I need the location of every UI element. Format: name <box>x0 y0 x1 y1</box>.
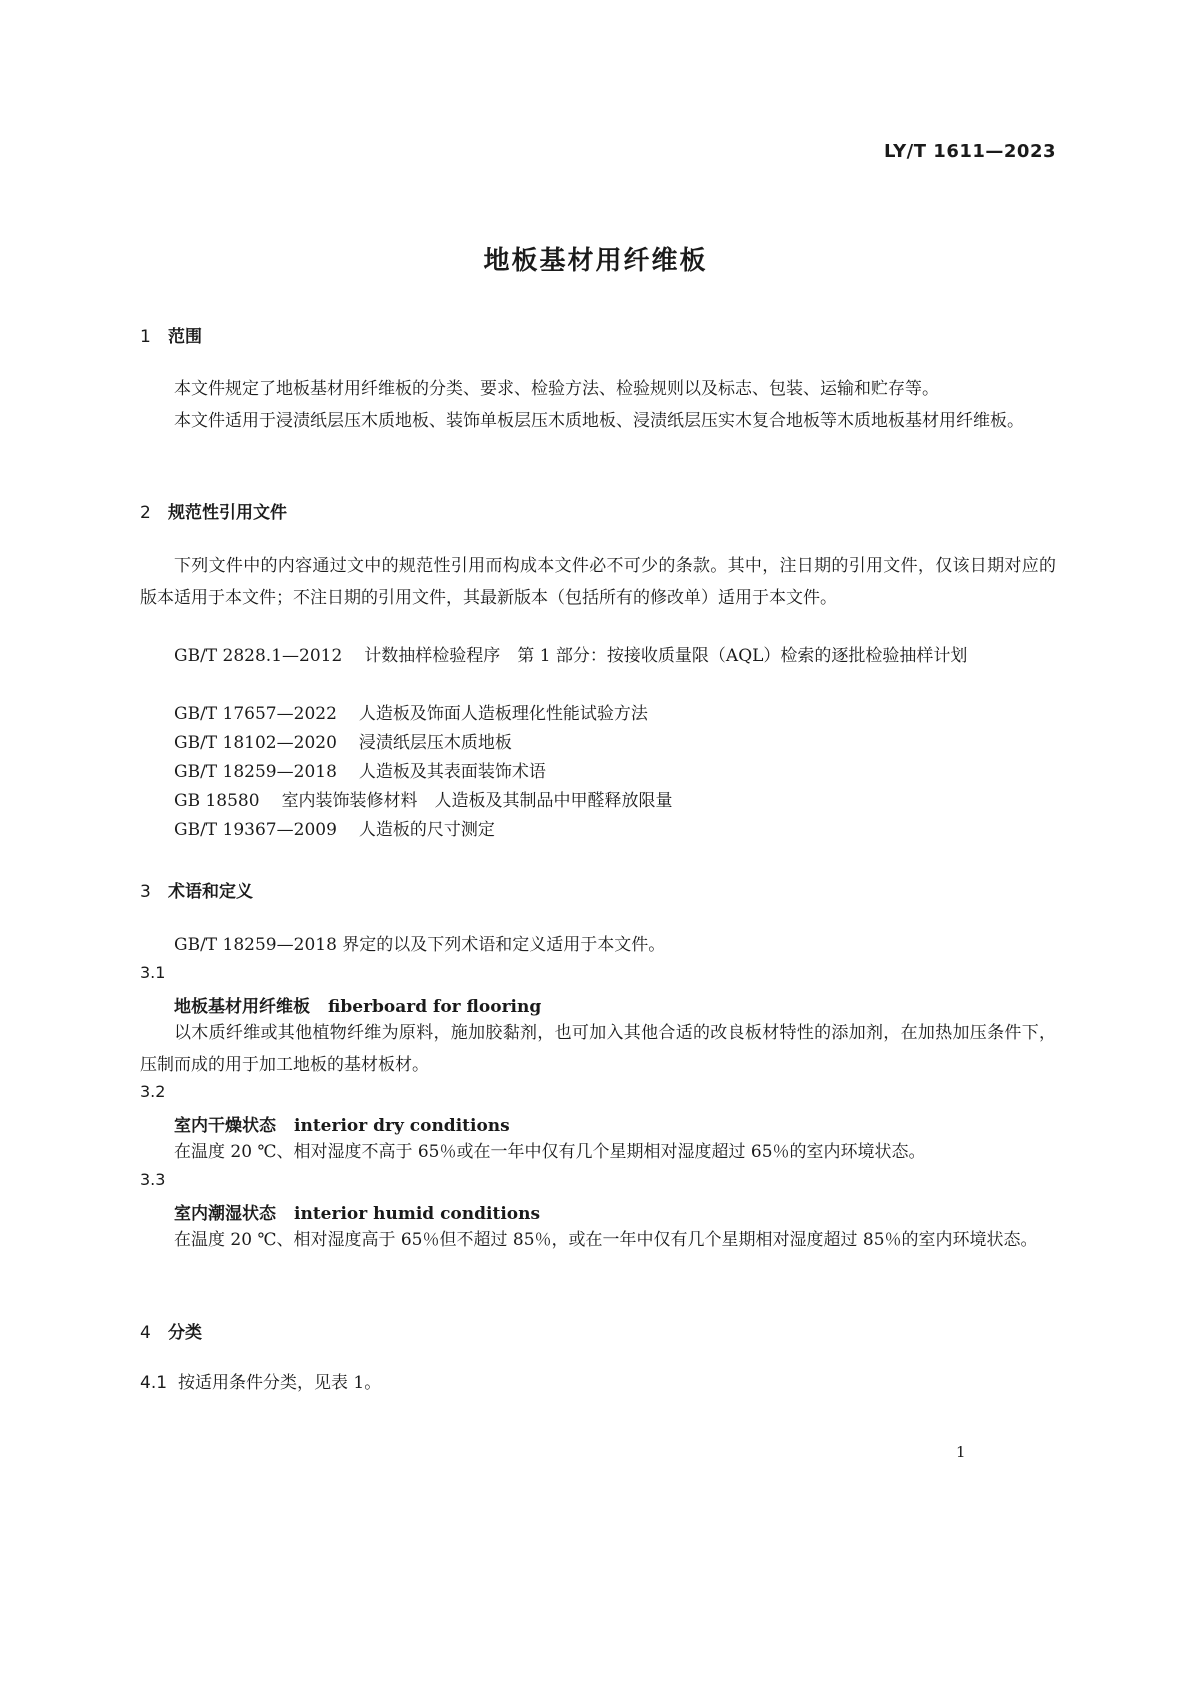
section-title: 规范性引用文件 <box>168 503 287 523</box>
section-number: 3 <box>140 882 151 902</box>
reference-title: 人造板及饰面人造板理化性能试验方法 <box>358 704 648 724</box>
term-en: fiberboard for flooring <box>328 997 542 1017</box>
section-number: 1 <box>140 327 151 347</box>
reference-code: GB/T 18102—2020 <box>174 733 337 753</box>
section-1-heading <box>140 322 202 347</box>
term-definition: 在温度 20 ℃、相对湿度高于 65％但不超过 85％，或在一年中仅有几个星期相对湿度超过 85％的室内环境状态。 <box>174 1230 1038 1250</box>
term-number: 3.3 <box>140 1170 166 1189</box>
term-number: 3.1 <box>140 963 166 982</box>
term-definition: 在温度 20 ℃、相对湿度不高于 65％或在一年中仅有几个星期相对湿度超过 65％的室内环境状态。 <box>174 1142 926 1162</box>
term-zh: 地板基材用纤维板 <box>174 997 310 1017</box>
term-en: interior dry conditions <box>294 1116 510 1136</box>
reference-item <box>174 756 546 788</box>
term-zh: 室内潮湿状态 <box>174 1204 276 1224</box>
reference-code: GB 18580 <box>174 791 260 811</box>
section-title: 范围 <box>168 327 202 347</box>
reference-item <box>140 640 1056 672</box>
term-heading <box>174 1111 510 1136</box>
term-definition: 以木质纤维或其他植物纤维为原料，施加胶黏剂，也可加入其他合适的改良板材特性的添加剂，在加热加压条件下，压制而成的用于加工地板的基材板材。 <box>140 1023 1056 1075</box>
reference-item <box>174 698 648 730</box>
section-1-paragraph-1: 本文件规定了地板基材用纤维板的分类、要求、检验方法、检验规则以及标志、包装、运输和贮存等。 <box>174 379 939 399</box>
section-1-paragraph-2: 本文件适用于浸渍纸层压木质地板、装饰单板层压木质地板、浸渍纸层压实木复合地板等木质地板基材用纤维板。 <box>174 411 1024 431</box>
term-heading <box>174 992 541 1017</box>
reference-item <box>174 785 673 817</box>
reference-code: GB/T 19367—2009 <box>174 820 337 840</box>
term-en: interior humid conditions <box>294 1204 541 1224</box>
subsection-4-1 <box>140 1368 381 1393</box>
reference-item <box>174 727 512 759</box>
standard-code: LY/T 1611—2023 <box>883 141 1056 162</box>
term-number: 3.2 <box>140 1082 166 1101</box>
reference-title: 浸渍纸层压木质地板 <box>358 733 512 753</box>
subsection-text: 按适用条件分类，见表 1。 <box>178 1373 382 1393</box>
reference-title: 室内装饰装修材料 人造板及其制品中甲醛释放限量 <box>281 791 673 811</box>
reference-item <box>174 814 495 846</box>
section-title: 分类 <box>168 1323 202 1343</box>
section-2-paragraph: 下列文件中的内容通过文中的规范性引用而构成本文件必不可少的条款。其中，注日期的引用文件，仅该日期对应的版本适用于本文件；不注日期的引用文件，其最新版本（包括所有的修改单）适用于本文件。 <box>140 556 1056 608</box>
reference-title: 人造板及其表面装饰术语 <box>358 762 546 782</box>
section-3-intro: GB/T 18259—2018 界定的以及下列术语和定义适用于本文件。 <box>174 935 666 955</box>
reference-title: 计数抽样检验程序 第 1 部分：按接收质量限（AQL）检索的逐批检验抽样计划 <box>364 646 968 666</box>
subsection-number: 4.1 <box>140 1373 168 1393</box>
term-heading <box>174 1199 540 1224</box>
section-2-heading <box>140 498 287 523</box>
reference-code: GB/T 18259—2018 <box>174 762 337 782</box>
section-4-heading <box>140 1318 202 1343</box>
reference-code: GB/T 17657—2022 <box>174 704 337 724</box>
section-number: 2 <box>140 503 151 523</box>
section-3-heading <box>140 877 253 902</box>
reference-title: 人造板的尺寸测定 <box>358 820 495 840</box>
section-number: 4 <box>140 1323 151 1343</box>
section-title: 术语和定义 <box>168 882 253 902</box>
term-zh: 室内干燥状态 <box>174 1116 276 1136</box>
reference-code: GB/T 2828.1—2012 <box>174 646 343 666</box>
document-title: 地板基材用纤维板 <box>483 246 708 276</box>
page-number: 1 <box>956 1443 966 1461</box>
